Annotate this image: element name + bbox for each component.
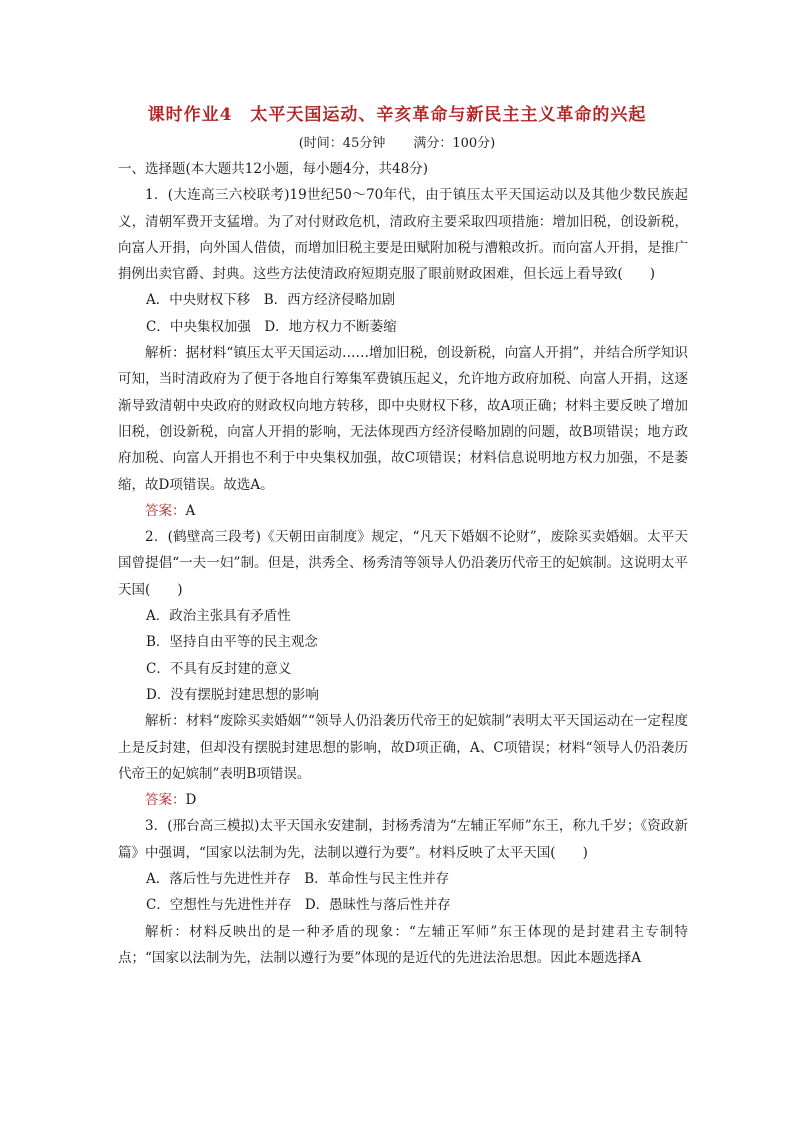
page-title: 课时作业4 太平天国运动、辛亥革命与新民主主义革命的兴起 — [147, 105, 647, 125]
content-body — [118, 156, 688, 971]
answer-value: D — [185, 792, 197, 809]
question-1-answer — [118, 498, 688, 524]
question-2-option: D．没有摆脱封建思想的影响 — [146, 686, 319, 703]
analysis-text: 据材料“镇压太平天国运动……增加旧税，创设新税，向富人开捐”，并结合所学知识可知，当时清政府为了便于各地自行筹集军费镇压起义，允许地方政府加税、向富人开捐，这逐渐导致清朝中央政府的财政权向地方转移，即中央财权下移，故A项正确；材料主要反映了增加旧税，创设新税，向富人开捐的影响，无法体现西方经济侵略加剧的问题，故B项错误；地方政府加税、向富人开捐也不利于中央集权加强，故C项错误；材料信息说明地方权力加强，不是萎缩，故D项错误。故选A。 — [118, 345, 689, 493]
section-heading: 一、选择题(本大题共12小题，每小题4分，共48分) — [118, 161, 428, 177]
analysis-text: 材料“废除买卖婚姻”“领导人仍沿袭历代帝王的妃嫔制”表明太平天国运动在一定程度上是反封建，但却没有摆脱封建思想的影响，故D项正确，A、C项错误；材料“领导人仍沿袭历代帝王的妃嫔制”表明B项错误。 — [118, 713, 689, 782]
analysis-label: 解析： — [145, 345, 186, 362]
question-1-stem: 1．(大连高三六校联考)19世纪50～70年代，由于镇压太平天国运动以及其他少数民族起义，清朝军费开支猛增。为了对付财政危机，清政府主要采取四项措施：增加旧税，创设新税，向富人开捐，向外国人借债，而增加旧税主要是田赋附加税与漕粮改折。而向富人开捐，是推广捐例出卖官爵、封典。这些方法使清政府短期克服了眼前财政困难，但长远上看导致( ) — [118, 187, 688, 283]
full-score: 满分：100分) — [413, 136, 496, 151]
analysis-label: 解析： — [145, 923, 190, 940]
answer-value: A — [185, 502, 196, 519]
question-3-stem: 3．(邢台高三模拟)太平天国永安建制，封杨秀清为“左辅正军师”东王，称九千岁；《资政新篇》中强调，“国家以法制为先，法制以遵行为要”。材料反映了太平天国( ) — [118, 818, 688, 861]
analysis-text: 材料反映出的是一种矛盾的现象：“左辅正军师”东王体现的是封建君主专制特点；“国家以法制为先，法制以遵行为要”体现的是近代的先进法治思想。因此本题选择A — [118, 923, 689, 966]
question-2-stem: 2．(鹤壁高三段考)《天朝田亩制度》规定，“凡天下婚姻不论财”，废除买卖婚姻。太平天国曾提倡“一夫一妇”制。但是，洪秀全、杨秀清等领导人仍沿袭历代帝王的妃嫔制。这说明太平天国( ) — [118, 529, 688, 598]
question-1-option-row: C．中央集权加强 D．地方权力不断萎缩 — [146, 318, 397, 335]
question-3-option-row: C．空想性与先进性并存 D．愚昧性与落后性并存 — [146, 897, 451, 914]
answer-label: 答案： — [145, 502, 186, 519]
question-2-option: C．不具有反封建的意义 — [146, 660, 292, 677]
question-2-option: B．坚持自由平等的民主观念 — [146, 634, 318, 651]
question-1-analysis — [118, 340, 688, 498]
question-2-answer — [118, 787, 688, 813]
analysis-label: 解析： — [145, 713, 186, 730]
question-2-option: A．政治主张具有矛盾性 — [146, 608, 291, 625]
exam-meta — [0, 132, 794, 151]
answer-label: 答案： — [145, 792, 186, 809]
question-3-option-row: A．落后性与先进性并存 B．革命性与民主性并存 — [146, 871, 450, 888]
question-2-analysis — [118, 708, 688, 787]
question-3-analysis — [118, 919, 688, 972]
time-limit: (时间：45分钟 — [298, 136, 386, 151]
question-1-option-row: A．中央财权下移 B．西方经济侵略加剧 — [146, 292, 396, 309]
